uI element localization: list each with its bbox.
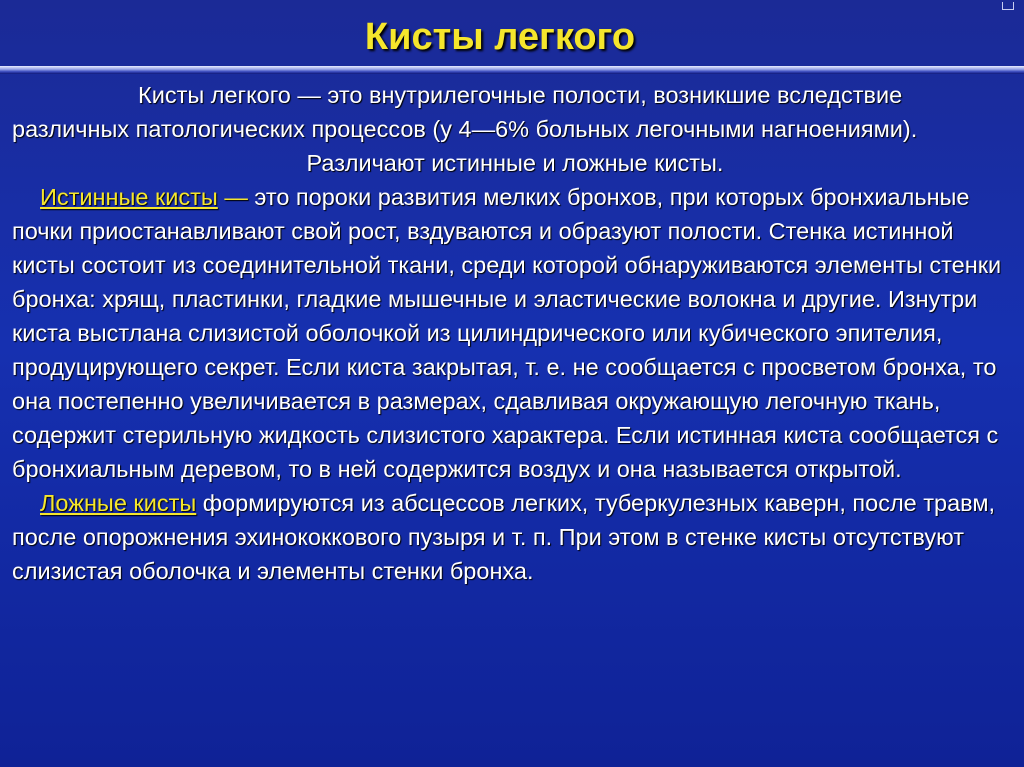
true-cysts-dash: — (217, 184, 248, 210)
true-cysts-paragraph (12, 180, 1018, 486)
false-cysts-term: Ложные кисты (40, 490, 197, 516)
true-cysts-text: это пороки развития мелких бронхов, при которых бронхиальные почки приостанавливают свой рост, вздуваются и образуют полости. Стенка истинной кисты состоит из соединительной ткани, среди которой обнаруживаются элементы стенки бронха: хрящ, пластинки, гладкие мышечные и эластические волокна и другие. Изнутри киста выстлана слизистой оболочкой из цилиндрического или кубического эпителия, продуцирующего секрет. Если киста закрытая, т. е. не сообщается с просветом бронха, то она постепенно увеличивается в размерах, сдавливая окружающую легочную ткань, содержит стерильную жидкость слизистого характера. Если истинная киста сообщается с бронхиальным деревом, то в ней содержится воздух и она называется открытой. (12, 184, 1002, 482)
intro-paragraph (12, 78, 1018, 146)
intro-lead: Кисты легкого (138, 82, 291, 108)
title-divider (0, 66, 1024, 74)
true-cysts-term: Истинные кисты (40, 184, 218, 210)
types-line: Различают истинные и ложные кисты. (306, 150, 724, 176)
corner-mark (1002, 2, 1014, 10)
intro-rest: — это внутрилегочные полости, возникшие вследствие различных патологических процессов (у 4—6% больных легочными нагноениями). (12, 82, 918, 142)
false-cysts-text: формируются из абсцессов легких, туберкулезных каверн, после травм, после опорожнения эхинококкового пузыря и т. п. При этом в стенке кисты отсутствуют слизистая оболочка и элементы стенки бронха. (12, 490, 996, 584)
slide-title: Кисты легкого (364, 16, 636, 58)
false-cysts-paragraph (12, 486, 1018, 588)
slide-body (12, 78, 1018, 588)
